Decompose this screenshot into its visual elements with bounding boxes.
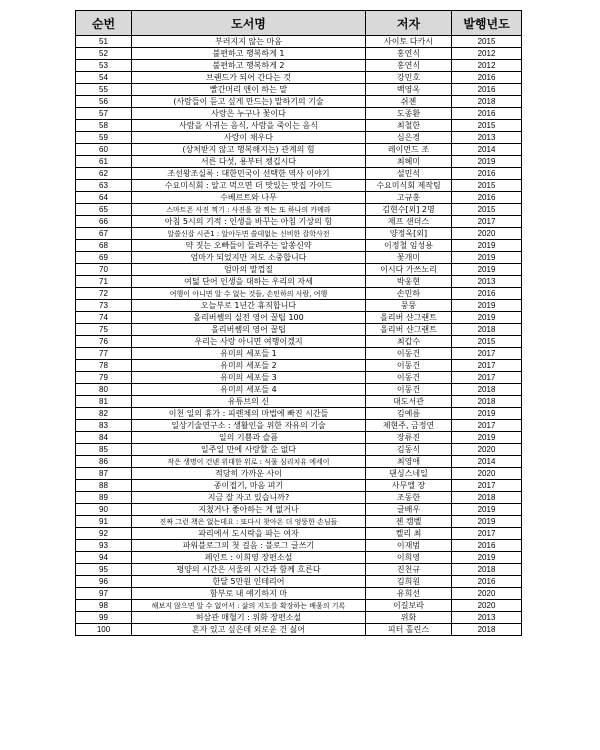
- book-title-cell: 불편하고 행복하게 1: [132, 48, 366, 60]
- row-number-cell: 66: [76, 216, 132, 228]
- header-author: 저자: [366, 11, 452, 36]
- author-cell: 김동식: [366, 444, 452, 456]
- book-list-table: [75, 10, 522, 636]
- publication-year-cell: 2014: [452, 144, 522, 156]
- book-title-cell: 허삼관 매혈기 : 위화 장편소설: [132, 612, 366, 624]
- table-row: [76, 84, 522, 96]
- header-number: 순번: [76, 11, 132, 36]
- row-number-cell: 76: [76, 336, 132, 348]
- author-cell: 유희선: [366, 588, 452, 600]
- row-number-cell: 95: [76, 564, 132, 576]
- table-row: [76, 60, 522, 72]
- book-title-cell: 알쓸신잡 시즌1 : 알아두면 쓸데없는 신비한 잡학사전: [132, 228, 366, 240]
- publication-year-cell: 2017: [452, 216, 522, 228]
- table-row: [76, 480, 522, 492]
- publication-year-cell: 2018: [452, 324, 522, 336]
- row-number-cell: 60: [76, 144, 132, 156]
- publication-year-cell: 2012: [452, 48, 522, 60]
- row-number-cell: 56: [76, 96, 132, 108]
- author-cell: 올리버 샨그랜트: [366, 312, 452, 324]
- author-cell: 고규홍: [366, 192, 452, 204]
- table-row: [76, 432, 522, 444]
- row-number-cell: 78: [76, 360, 132, 372]
- table-row: [76, 360, 522, 372]
- row-number-cell: 72: [76, 288, 132, 300]
- book-title-cell: 파리에서 도시락을 파는 여자: [132, 528, 366, 540]
- table-row: [76, 588, 522, 600]
- table-row: [76, 204, 522, 216]
- row-number-cell: 87: [76, 468, 132, 480]
- row-number-cell: 70: [76, 264, 132, 276]
- publication-year-cell: 2020: [452, 468, 522, 480]
- table-row: [76, 552, 522, 564]
- table-row: [76, 216, 522, 228]
- publication-year-cell: 2016: [452, 72, 522, 84]
- publication-year-cell: 2015: [452, 180, 522, 192]
- row-number-cell: 55: [76, 84, 132, 96]
- book-title-cell: 조선왕조실록 : 대한민국이 선택한 역사 이야기: [132, 168, 366, 180]
- author-cell: 조동한: [366, 492, 452, 504]
- row-number-cell: 63: [76, 180, 132, 192]
- publication-year-cell: 2018: [452, 624, 522, 636]
- row-number-cell: 64: [76, 192, 132, 204]
- book-title-cell: 이천 일의 휴가 : 피렌체의 마법에 빠진 시간들: [132, 408, 366, 420]
- row-number-cell: 88: [76, 480, 132, 492]
- book-title-cell: (상처받지 않고 행복해지는) 관계의 힘: [132, 144, 366, 156]
- publication-year-cell: 2019: [452, 516, 522, 528]
- table-row: [76, 96, 522, 108]
- book-title-cell: 여덟 단어 인생을 대하는 우리의 자세: [132, 276, 366, 288]
- table-row: [76, 612, 522, 624]
- row-number-cell: 91: [76, 516, 132, 528]
- table-row: [76, 408, 522, 420]
- row-number-cell: 54: [76, 72, 132, 84]
- author-cell: 댄싱스네일: [366, 468, 452, 480]
- row-number-cell: 81: [76, 396, 132, 408]
- publication-year-cell: 2019: [452, 408, 522, 420]
- table-row: [76, 468, 522, 480]
- table-row: [76, 564, 522, 576]
- book-title-cell: 사랑은 누구나 꽃이다: [132, 108, 366, 120]
- author-cell: 김예름: [366, 408, 452, 420]
- author-cell: 글배우: [366, 504, 452, 516]
- table-row: [76, 516, 522, 528]
- row-number-cell: 69: [76, 252, 132, 264]
- author-cell: 올리버 샨그랜트: [366, 324, 452, 336]
- book-title-cell: 우리는 사랑 아니면 여행이겠지: [132, 336, 366, 348]
- publication-year-cell: 2017: [452, 348, 522, 360]
- book-title-cell: 사람을 사귀는 음식, 사람을 죽이는 음식: [132, 120, 366, 132]
- author-cell: 최영애: [366, 456, 452, 468]
- table-row: [76, 348, 522, 360]
- table-row: [76, 252, 522, 264]
- book-title-cell: 올리버쌤의 실전 영어 꿀팁 100: [132, 312, 366, 324]
- row-number-cell: 62: [76, 168, 132, 180]
- book-title-cell: 혼자 있고 싶은데 외로운 건 싫어: [132, 624, 366, 636]
- row-number-cell: 75: [76, 324, 132, 336]
- publication-year-cell: 2019: [452, 300, 522, 312]
- book-title-cell: 일의 기쁨과 슬픔: [132, 432, 366, 444]
- row-number-cell: 92: [76, 528, 132, 540]
- author-cell: 강민호: [366, 72, 452, 84]
- author-cell: 위화: [366, 612, 452, 624]
- row-number-cell: 71: [76, 276, 132, 288]
- publication-year-cell: 2017: [452, 480, 522, 492]
- author-cell: 대도서관: [366, 396, 452, 408]
- row-number-cell: 79: [76, 372, 132, 384]
- book-title-cell: 유미의 세포들 4: [132, 384, 366, 396]
- book-title-cell: 스마트폰 사진 찍기 : 사진을 잘 찍는 또 하나의 카메라: [132, 204, 366, 216]
- book-title-cell: 올리버쌤의 영어 꿀팁: [132, 324, 366, 336]
- publication-year-cell: 2018: [452, 564, 522, 576]
- author-cell: 이시다 가쓰노리: [366, 264, 452, 276]
- author-cell: 피터 홀린스: [366, 624, 452, 636]
- row-number-cell: 67: [76, 228, 132, 240]
- row-number-cell: 51: [76, 36, 132, 48]
- author-cell: 최혜미: [366, 156, 452, 168]
- table-row: [76, 240, 522, 252]
- publication-year-cell: 2020: [452, 228, 522, 240]
- row-number-cell: 97: [76, 588, 132, 600]
- publication-year-cell: 2016: [452, 108, 522, 120]
- book-title-cell: 브랜드가 되어 간다는 것: [132, 72, 366, 84]
- author-cell: 사이토 다카시: [366, 36, 452, 48]
- row-number-cell: 94: [76, 552, 132, 564]
- book-title-cell: 적당히 가까운 사이: [132, 468, 366, 480]
- row-number-cell: 96: [76, 576, 132, 588]
- author-cell: 최갑수: [366, 336, 452, 348]
- publication-year-cell: 2017: [452, 372, 522, 384]
- row-number-cell: 93: [76, 540, 132, 552]
- author-cell: 레이먼드 조: [366, 144, 452, 156]
- book-title-cell: 수요미식회 : 알고 먹으면 더 맛있는 맛집 가이드: [132, 180, 366, 192]
- author-cell: 장류진: [366, 432, 452, 444]
- table-row: [76, 444, 522, 456]
- table-row: [76, 48, 522, 60]
- row-number-cell: 73: [76, 300, 132, 312]
- author-cell: 켈리 최: [366, 528, 452, 540]
- author-cell: 손민하: [366, 288, 452, 300]
- publication-year-cell: 2018: [452, 492, 522, 504]
- publication-year-cell: 2018: [452, 96, 522, 108]
- publication-year-cell: 2019: [452, 504, 522, 516]
- row-number-cell: 74: [76, 312, 132, 324]
- book-title-cell: 부러지지 않는 마음: [132, 36, 366, 48]
- author-cell: 백영옥: [366, 84, 452, 96]
- row-number-cell: 82: [76, 408, 132, 420]
- table-body: [76, 36, 522, 636]
- publication-year-cell: 2018: [452, 396, 522, 408]
- publication-year-cell: 2019: [452, 240, 522, 252]
- row-number-cell: 52: [76, 48, 132, 60]
- author-cell: 사무엘 장: [366, 480, 452, 492]
- publication-year-cell: 2016: [452, 84, 522, 96]
- author-cell: 이재범: [366, 540, 452, 552]
- row-number-cell: 59: [76, 132, 132, 144]
- book-title-cell: 여행이 아니면 알 수 없는 것들, 손민하의 사람, 여행: [132, 288, 366, 300]
- book-title-cell: 한달 5만원 인테리어: [132, 576, 366, 588]
- publication-year-cell: 2015: [452, 204, 522, 216]
- table-row: [76, 456, 522, 468]
- book-title-cell: 수베르트와 나무: [132, 192, 366, 204]
- book-title-cell: 해보지 않으면 알 수 없어서 : 삶의 지도를 확장하는 배움의 기록: [132, 600, 366, 612]
- row-number-cell: 58: [76, 120, 132, 132]
- publication-year-cell: 2016: [452, 288, 522, 300]
- book-title-cell: 아침 5시의 기적 : 인생을 바꾸는 아침 기상의 힘: [132, 216, 366, 228]
- author-cell: 쉬젠: [366, 96, 452, 108]
- table-row: [76, 492, 522, 504]
- table-row: [76, 324, 522, 336]
- publication-year-cell: 2015: [452, 120, 522, 132]
- author-cell: 심은경: [366, 132, 452, 144]
- table-row: [76, 336, 522, 348]
- book-title-cell: 일주일 만에 사랑할 순 없다: [132, 444, 366, 456]
- book-title-cell: 작은 생명이 건넨 위대한 위로 : 식물 심리치유 에세이: [132, 456, 366, 468]
- row-number-cell: 57: [76, 108, 132, 120]
- book-title-cell: 지쳤거나 좋아하는 게 없거나: [132, 504, 366, 516]
- table-row: [76, 372, 522, 384]
- author-cell: 이동건: [366, 360, 452, 372]
- author-cell: 설민석: [366, 168, 452, 180]
- table-row: [76, 180, 522, 192]
- author-cell: 김현수[외] 2명: [366, 204, 452, 216]
- author-cell: 이길보라: [366, 600, 452, 612]
- book-title-cell: 서른 다섯, 용부터 챙깁시다: [132, 156, 366, 168]
- table-row: [76, 576, 522, 588]
- table-row: [76, 120, 522, 132]
- row-number-cell: 85: [76, 444, 132, 456]
- table-row: [76, 384, 522, 396]
- row-number-cell: 89: [76, 492, 132, 504]
- publication-year-cell: 2014: [452, 456, 522, 468]
- table-row: [76, 168, 522, 180]
- book-title-cell: 빨간머리 앤이 하는 말: [132, 84, 366, 96]
- publication-year-cell: 2017: [452, 528, 522, 540]
- publication-year-cell: 2013: [452, 132, 522, 144]
- row-number-cell: 77: [76, 348, 132, 360]
- author-cell: 이정철 임성용: [366, 240, 452, 252]
- table-row: [76, 132, 522, 144]
- author-cell: 도종환: [366, 108, 452, 120]
- author-cell: 이동건: [366, 372, 452, 384]
- row-number-cell: 84: [76, 432, 132, 444]
- book-title-cell: 유미의 세포들 2: [132, 360, 366, 372]
- header-title: 도서명: [132, 11, 366, 36]
- publication-year-cell: 2019: [452, 552, 522, 564]
- publication-year-cell: 2016: [452, 576, 522, 588]
- author-cell: 진천규: [366, 564, 452, 576]
- book-title-cell: 약 짓는 오빠들이 들려주는 알쏭신약: [132, 240, 366, 252]
- book-title-cell: 지금 잘 자고 있습니까?: [132, 492, 366, 504]
- publication-year-cell: 2019: [452, 252, 522, 264]
- book-title-cell: 일상기술연구소 : 생활인을 위한 자유의 기술: [132, 420, 366, 432]
- publication-year-cell: 2017: [452, 420, 522, 432]
- author-cell: 꽃개미: [366, 252, 452, 264]
- table-row: [76, 300, 522, 312]
- book-title-cell: 파워블로그의 첫 걸음 : 블로그 글쓰기: [132, 540, 366, 552]
- book-title-cell: 함부로 내 얘기하지 마: [132, 588, 366, 600]
- book-title-cell: 유미의 세포들 3: [132, 372, 366, 384]
- author-cell: 홍연식: [366, 48, 452, 60]
- table-row: [76, 288, 522, 300]
- table-row: [76, 528, 522, 540]
- row-number-cell: 86: [76, 456, 132, 468]
- book-title-cell: 유튜브의 신: [132, 396, 366, 408]
- table-row: [76, 144, 522, 156]
- table-row: [76, 72, 522, 84]
- row-number-cell: 68: [76, 240, 132, 252]
- row-number-cell: 100: [76, 624, 132, 636]
- publication-year-cell: 2012: [452, 60, 522, 72]
- table-row: [76, 420, 522, 432]
- table-row: [76, 228, 522, 240]
- author-cell: 이동건: [366, 384, 452, 396]
- publication-year-cell: 2016: [452, 192, 522, 204]
- publication-year-cell: 2019: [452, 264, 522, 276]
- row-number-cell: 98: [76, 600, 132, 612]
- header-row: [76, 11, 522, 36]
- author-cell: 수요미식회 제작팀: [366, 180, 452, 192]
- publication-year-cell: 2018: [452, 384, 522, 396]
- author-cell: 양정욱[외]: [366, 228, 452, 240]
- row-number-cell: 61: [76, 156, 132, 168]
- table-row: [76, 36, 522, 48]
- table-row: [76, 540, 522, 552]
- book-title-cell: 평양의 시간은 서울의 시간과 함께 흐른다: [132, 564, 366, 576]
- book-title-cell: 유미의 세포들 1: [132, 348, 366, 360]
- publication-year-cell: 2013: [452, 276, 522, 288]
- publication-year-cell: 2016: [452, 540, 522, 552]
- publication-year-cell: 2019: [452, 432, 522, 444]
- publication-year-cell: 2016: [452, 168, 522, 180]
- row-number-cell: 90: [76, 504, 132, 516]
- publication-year-cell: 2015: [452, 36, 522, 48]
- publication-year-cell: 2017: [452, 360, 522, 372]
- table-row: [76, 600, 522, 612]
- row-number-cell: 53: [76, 60, 132, 72]
- table-row: [76, 624, 522, 636]
- table-row: [76, 396, 522, 408]
- author-cell: 박웅현: [366, 276, 452, 288]
- publication-year-cell: 2020: [452, 444, 522, 456]
- table-row: [76, 504, 522, 516]
- book-title-cell: 엄마의 말껍질: [132, 264, 366, 276]
- book-title-cell: 종이접기, 마음 펴기: [132, 480, 366, 492]
- author-cell: 제프 샌더스: [366, 216, 452, 228]
- publication-year-cell: 2019: [452, 156, 522, 168]
- header-year: 발행년도: [452, 11, 522, 36]
- book-title-cell: 불편하고 행복하게 2: [132, 60, 366, 72]
- row-number-cell: 80: [76, 384, 132, 396]
- publication-year-cell: 2013: [452, 612, 522, 624]
- table-row: [76, 264, 522, 276]
- table-row: [76, 108, 522, 120]
- author-cell: 최철한: [366, 120, 452, 132]
- author-cell: 이희영: [366, 552, 452, 564]
- author-cell: 이동건: [366, 348, 452, 360]
- table-row: [76, 276, 522, 288]
- book-title-cell: 페인트 : 이희영 장편소설: [132, 552, 366, 564]
- author-cell: 홍연식: [366, 60, 452, 72]
- table-row: [76, 192, 522, 204]
- author-cell: 뭉뭉: [366, 300, 452, 312]
- row-number-cell: 83: [76, 420, 132, 432]
- table-row: [76, 312, 522, 324]
- row-number-cell: 65: [76, 204, 132, 216]
- publication-year-cell: 2020: [452, 588, 522, 600]
- book-title-cell: 오늘부로 1년간 휴직합니다: [132, 300, 366, 312]
- publication-year-cell: 2020: [452, 600, 522, 612]
- author-cell: 제현주, 금정연: [366, 420, 452, 432]
- book-title-cell: 사랑이 채우다: [132, 132, 366, 144]
- book-title-cell: (사람들이 듣고 싶게 만드는) 말하기의 기술: [132, 96, 366, 108]
- author-cell: 젠 캠벨: [366, 516, 452, 528]
- book-title-cell: 진짜 그런 책은 없는데요 : 또다시 찾아온 더 엉뚱한 손님들: [132, 516, 366, 528]
- publication-year-cell: 2015: [452, 336, 522, 348]
- publication-year-cell: 2019: [452, 312, 522, 324]
- book-title-cell: 엄마가 되었지만 저도 소중합니다: [132, 252, 366, 264]
- table-row: [76, 156, 522, 168]
- row-number-cell: 99: [76, 612, 132, 624]
- author-cell: 김희원: [366, 576, 452, 588]
